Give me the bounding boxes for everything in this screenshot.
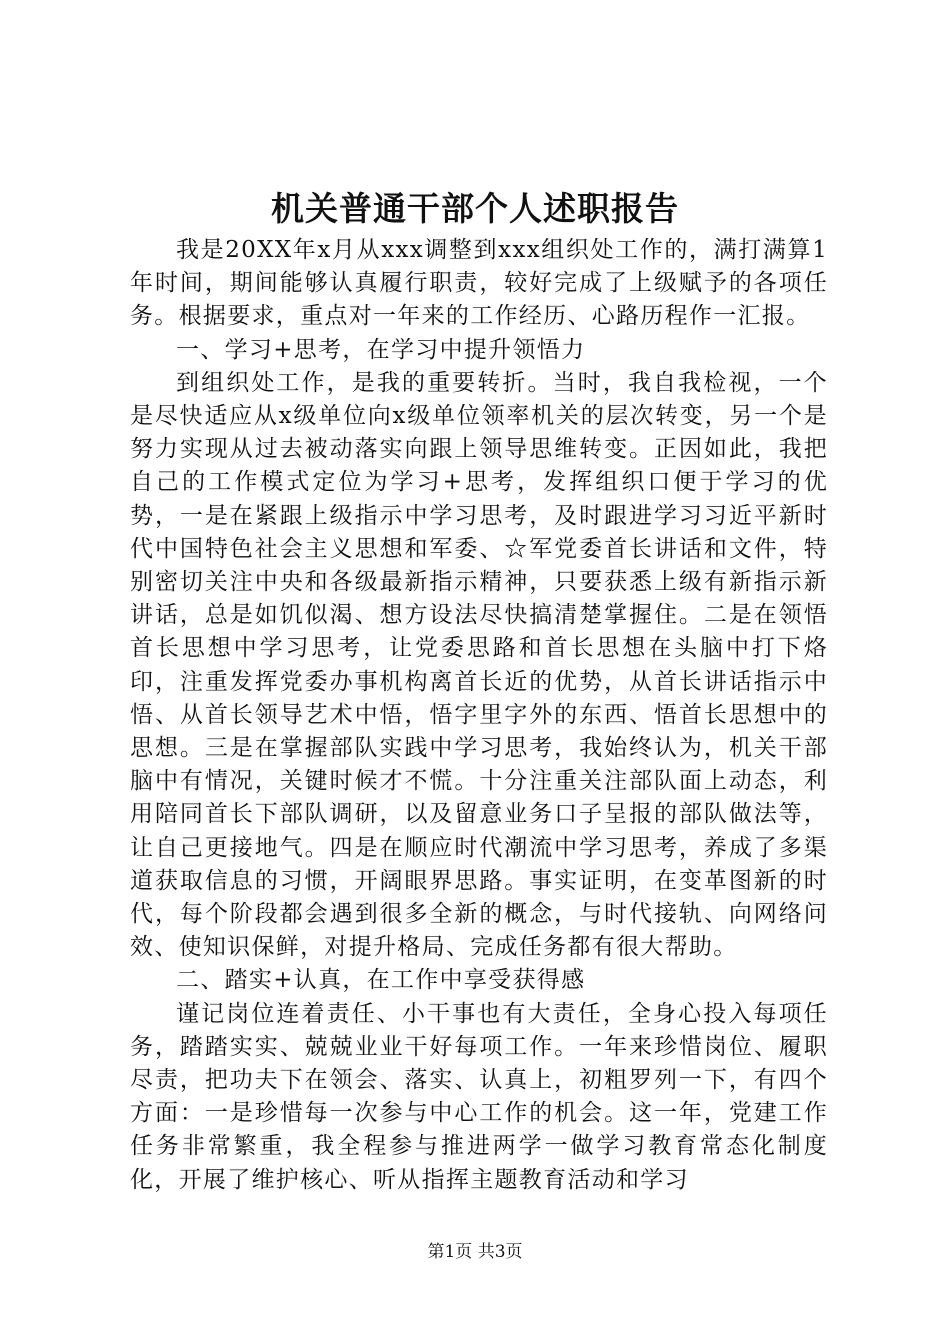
document-title: 机关普通干部个人述职报告 <box>271 189 679 228</box>
document-body <box>130 234 828 1197</box>
section-heading-2: 二、踏实+认真，在工作中享受获得感 <box>176 967 586 994</box>
section-heading-1: 一、学习+思考，在学习中提升领悟力 <box>176 336 586 363</box>
section-2-paragraph: 谨记岗位连着责任、小干事也有大责任，全身心投入每项任务，踏踏实实、兢兢业业干好每项工作。一年来珍惜岗位、履职尽责，把功夫下在领会、落实、认真上，初粗罗列一下，有四个方面：一是珍惜每一次参与中心工作的机会。这一年，党建工作任务非常繁重，我全程参与推进两学一做学习教育常态化制度化，开展了维护核心、听从指挥主题教育活动和学习 <box>130 1000 828 1193</box>
page-footer: 第1页 共3页 <box>427 1242 523 1262</box>
section-1-paragraph: 到组织处工作，是我的重要转折。当时，我自我检视，一个是尽快适应从x级单位向x级单位领率机关的层次转变，另一个是努力实现从过去被动落实向跟上领导思维转变。正因如此，我把自己的工作模式定位为学习+思考，发挥组织口便于学习的优势，一是在紧跟上级指示中学习思考，及时跟进学习习近平新时代中国特色社会主义思想和军委、☆军党委首长讲话和文件，特别密切关注中央和各级最新指示精神，只要获悉上级有新指示新讲话，总是如饥似渴、想方设法尽快搞清楚掌握住。二是在领悟首长思想中学习思考，让党委思路和首长思想在头脑中打下烙印，注重发挥党委办事机构离首长近的优势，从首长讲话指示中悟、从首长领导艺术中悟，悟字里字外的东西、悟首长思想中的思想。三是在掌握部队实践中学习思考，我始终认为，机关干部脑中有情况，关键时候才不慌。十分注重关注部队面上动态，利用陪同首长下部队调研，以及留意业务口子呈报的部队做法等，让自己更接地气。四是在顺应时代潮流中学习思考，养成了多渠道获取信息的习惯，开阔眼界思路。事实证明，在变革图新的时代，每个阶段都会遇到很多全新的概念，与时代接轨、向网络问效、使知识保鲜，对提升格局、完成任务都有很大帮助。 <box>130 369 828 961</box>
intro-paragraph: 我是20XX年x月从xxx调整到xxx组织处工作的，满打满算1年时间，期间能够认真履行职责，较好完成了上级赋予的各项任务。根据要求，重点对一年来的工作经历、心路历程作一汇报。 <box>130 237 828 330</box>
